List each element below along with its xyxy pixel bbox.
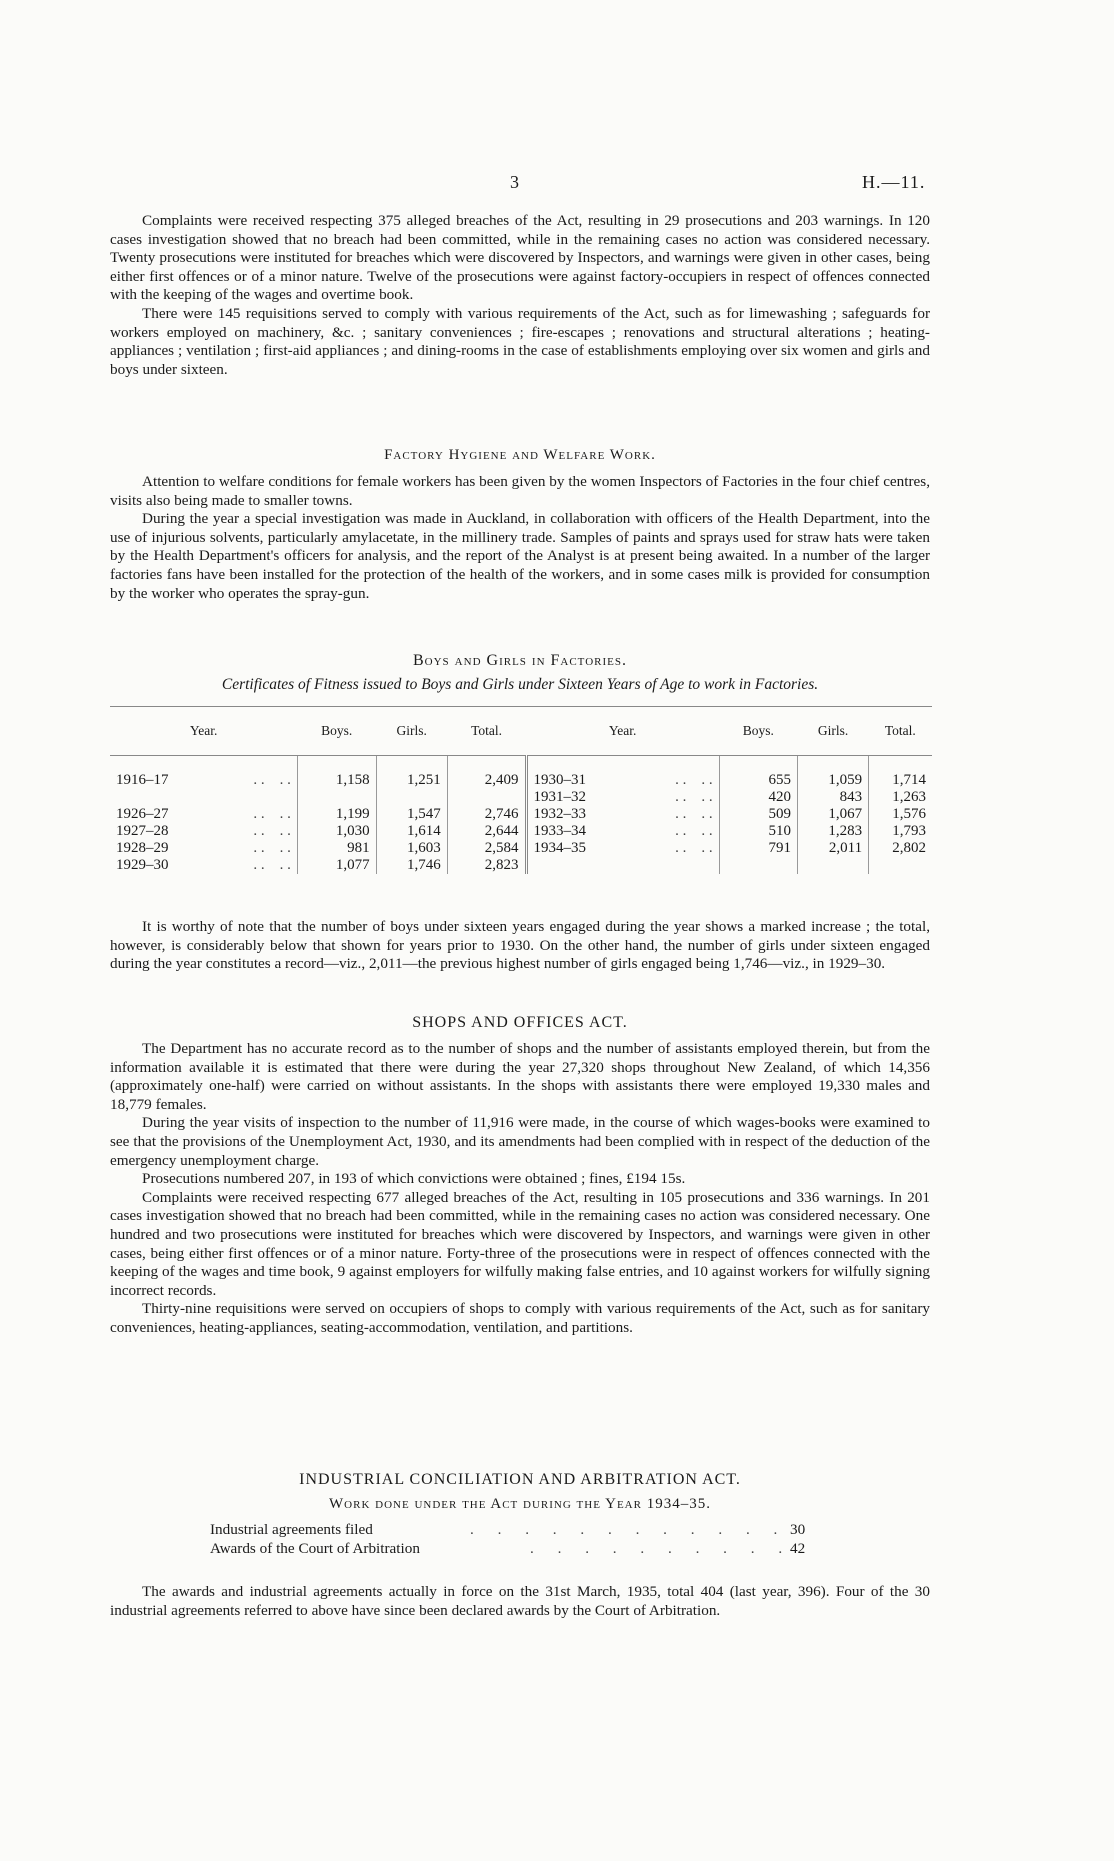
table-row [110,756,932,790]
column-header: Total. [869,707,932,756]
shops-section [110,1040,930,1338]
year-cell: 1932–33 . . . . [526,806,719,823]
year-cell: 1928–29 . . . . [116,840,291,856]
item-label: Industrial agreements filed [210,1521,373,1538]
paragraph: Complaints were received respecting 375 alleged breaches of the Act, resulting in 29 prosecutions and 203 warnings. In 120 cases investigation showed that no breach had been committed, while in the remaining cases no action was considered necessary. Twenty prosecutions were instituted for breaches which were discovered by Inspectors, and warnings were given in other cases, being either first offences or of a minor nature. Twelve of the prosecutions were against factory-occupiers in respect of offences connected with the keeping of the wages and overtime book. [110,212,930,304]
table-row [110,789,932,806]
section-heading-industrial: INDUSTRIAL CONCILIATION AND ARBITRATION ACT. [299,1471,741,1488]
table-row [110,840,932,857]
table-caption: Certificates of Fitness issued to Boys and Girls under Sixteen Years of Age to work in Factories. [221,676,819,693]
column-header: Girls. [798,707,869,756]
boys-cell [297,789,376,806]
section-heading-boys-girls: Boys and Girls in Factories. [413,652,627,669]
item-label: Awards of the Court of Arbitration [210,1539,420,1557]
list-item [210,1521,830,1540]
boys-cell: 510 [719,823,797,840]
total-cell [447,789,526,806]
total-cell: 2,644 [447,823,526,840]
paragraph: Prosecutions numbered 207, in 193 of which convictions were obtained ; fines, £194 15s. [142,1170,686,1188]
column-header: Year. [526,707,719,756]
table-header-row [110,707,932,756]
year-cell: 1927–28 . . . . [116,823,291,839]
girls-cell: 1,547 [376,806,447,823]
total-cell: 1,793 [869,823,932,840]
total-cell: 1,576 [869,806,932,823]
column-header: Boys. [719,707,797,756]
year-cell: 1930–31 . . . . [526,756,719,790]
section-heading-hygiene: Factory Hygiene and Welfare Work. [384,447,656,463]
paragraph: The awards and industrial agreements actually in force on the 31st March, 1935, total 404 (last year, 396). Four of the 30 industrial agreements referred to above have since been declared awards by the Court of Arbitration. [110,1583,930,1619]
total-cell: 1,714 [869,756,932,790]
document-code: H.—11. [862,172,926,192]
certificates-table [110,706,932,874]
girls-cell: 1,603 [376,840,447,857]
hygiene-section [110,473,930,603]
girls-cell [376,789,447,806]
column-header: Boys. [297,707,376,756]
girls-cell: 2,011 [798,840,869,857]
page-number: 3 [510,172,519,192]
boys-cell [719,857,797,874]
year-cell: 1934–35 . . . . [526,840,719,857]
total-cell: 1,263 [869,789,932,806]
total-cell: 2,409 [447,756,526,790]
year-cell [526,857,719,874]
boys-cell: 1,158 [297,756,376,790]
boys-cell: 420 [719,789,797,806]
boys-cell: 1,030 [297,823,376,840]
item-value: 42 [790,1539,806,1557]
girls-cell: 1,614 [376,823,447,840]
list-item [210,1540,830,1559]
paragraph: Complaints were received respecting 677 alleged breaches of the Act, resulting in 105 prosecutions and 336 warnings. In 201 cases investigation showed that no breach had been committed, while in the remaining cases no action was considered necessary. One hundred and two prosecutions were instituted for breaches which were discovered by Inspectors, and warnings were given in other cases, being either first offences or of a minor nature. Forty-three of the prosecutions were in respect of offences connected with the keeping of the wages and time book, 9 against employers for wilfully making false entries, and 10 against workers for wilfully signing incorrect records. [110,1188,930,1299]
boys-cell: 655 [719,756,797,790]
leader-dots: . . . . . . . . . . [530,1539,793,1557]
total-cell: 2,746 [447,806,526,823]
girls-cell: 1,067 [798,806,869,823]
boys-cell: 1,199 [297,806,376,823]
boys-cell: 791 [719,840,797,857]
paragraph: The Department has no accurate record as to the number of shops and the number of assistants employed therein, but from the information available it is estimated that there were during the year 27,320 shops throughout New Zealand, of which 14,356 (approximately one-half) were carried on without assistants. In the shops with assistants there were employed 19,330 males and 18,779 females. [110,1040,930,1113]
table-row [110,806,932,823]
table-row [110,857,932,874]
leader-dots: . . . . . . . . . . . . [470,1521,788,1538]
girls-cell: 1,746 [376,857,447,874]
paragraph: During the year visits of inspection to the number of 11,916 were made, in the course of which wages-books were examined to see that the provisions of the Unemployment Act, 1930, and its amendments had been complied with in respect of the deduction of the emergency unemployment charge. [110,1114,930,1169]
boys-cell: 509 [719,806,797,823]
industrial-section [110,1583,930,1620]
boys-cell: 1,077 [297,857,376,874]
total-cell: 2,584 [447,840,526,857]
year-cell: 1933–34 . . . . [526,823,719,840]
boys-girls-note [110,918,930,974]
paragraph: Attention to welfare conditions for female workers has been given by the women Inspectors of Factories in the four chief centres, visits also being made to smaller towns. [110,473,930,509]
girls-cell [798,857,869,874]
year-cell [110,789,297,806]
section-heading-shops: SHOPS AND OFFICES ACT. [412,1014,628,1031]
intro-section [110,212,930,379]
total-cell: 2,802 [869,840,932,857]
item-value: 30 [790,1521,806,1538]
boys-cell: 981 [297,840,376,857]
girls-cell: 1,251 [376,756,447,790]
year-cell: 1916–17 . . . . [116,772,291,788]
girls-cell: 1,059 [798,756,869,790]
paragraph: During the year a special investigation was made in Auckland, in collaboration with officers of the Health Department, into the use of injurious solvents, particularly amylacetate, in the millinery trade. Samples of paints and sprays used for straw hats were taken by the Health Department's officers for analysis, and the report of the Analyst is at present being awaited. In a number of the larger factories fans have been installed for the protection of the health of the workers, and in some cases milk is provided for consumption by the worker who operates the spray-gun. [110,510,930,602]
column-header: Girls. [376,707,447,756]
year-cell: 1929–30 . . . . [116,857,291,873]
industrial-summary-list [210,1521,830,1558]
total-cell: 2,823 [447,857,526,874]
girls-cell: 1,283 [798,823,869,840]
section-subheading-industrial: Work done under the Act during the Year 1934–35. [329,1496,711,1512]
year-cell: 1931–32 . . . . [526,789,719,806]
column-header: Year. [110,707,297,756]
table-row [110,823,932,840]
paragraph: It is worthy of note that the number of boys under sixteen years engaged during the year shows a marked increase ; the total, however, is considerably below that shown for years prior to 1930. On the other hand, the number of girls under sixteen engaged during the year constitutes a record—viz., 2,011—the previous highest number of girls engaged being 1,746—viz., in 1929–30. [110,918,930,973]
paragraph: There were 145 requisitions served to comply with various requirements of the Act, such as for limewashing ; safeguards for workers employed on machinery, &c. ; sanitary conveniences ; fire-escapes ; renovations and structural alterations ; heating-appliances ; ventilation ; first-aid appliances ; and dining-rooms in the case of establishments employing over six women and girls and boys under sixteen. [110,304,930,378]
girls-cell: 843 [798,789,869,806]
paragraph: Thirty-nine requisitions were served on occupiers of shops to comply with various requirements of the Act, such as for sanitary conveniences, heating-appliances, seating-accommodation, ventilation, and partitions. [110,1300,930,1336]
total-cell [869,857,932,874]
year-cell: 1926–27 . . . . [116,806,291,822]
column-header: Total. [447,707,526,756]
